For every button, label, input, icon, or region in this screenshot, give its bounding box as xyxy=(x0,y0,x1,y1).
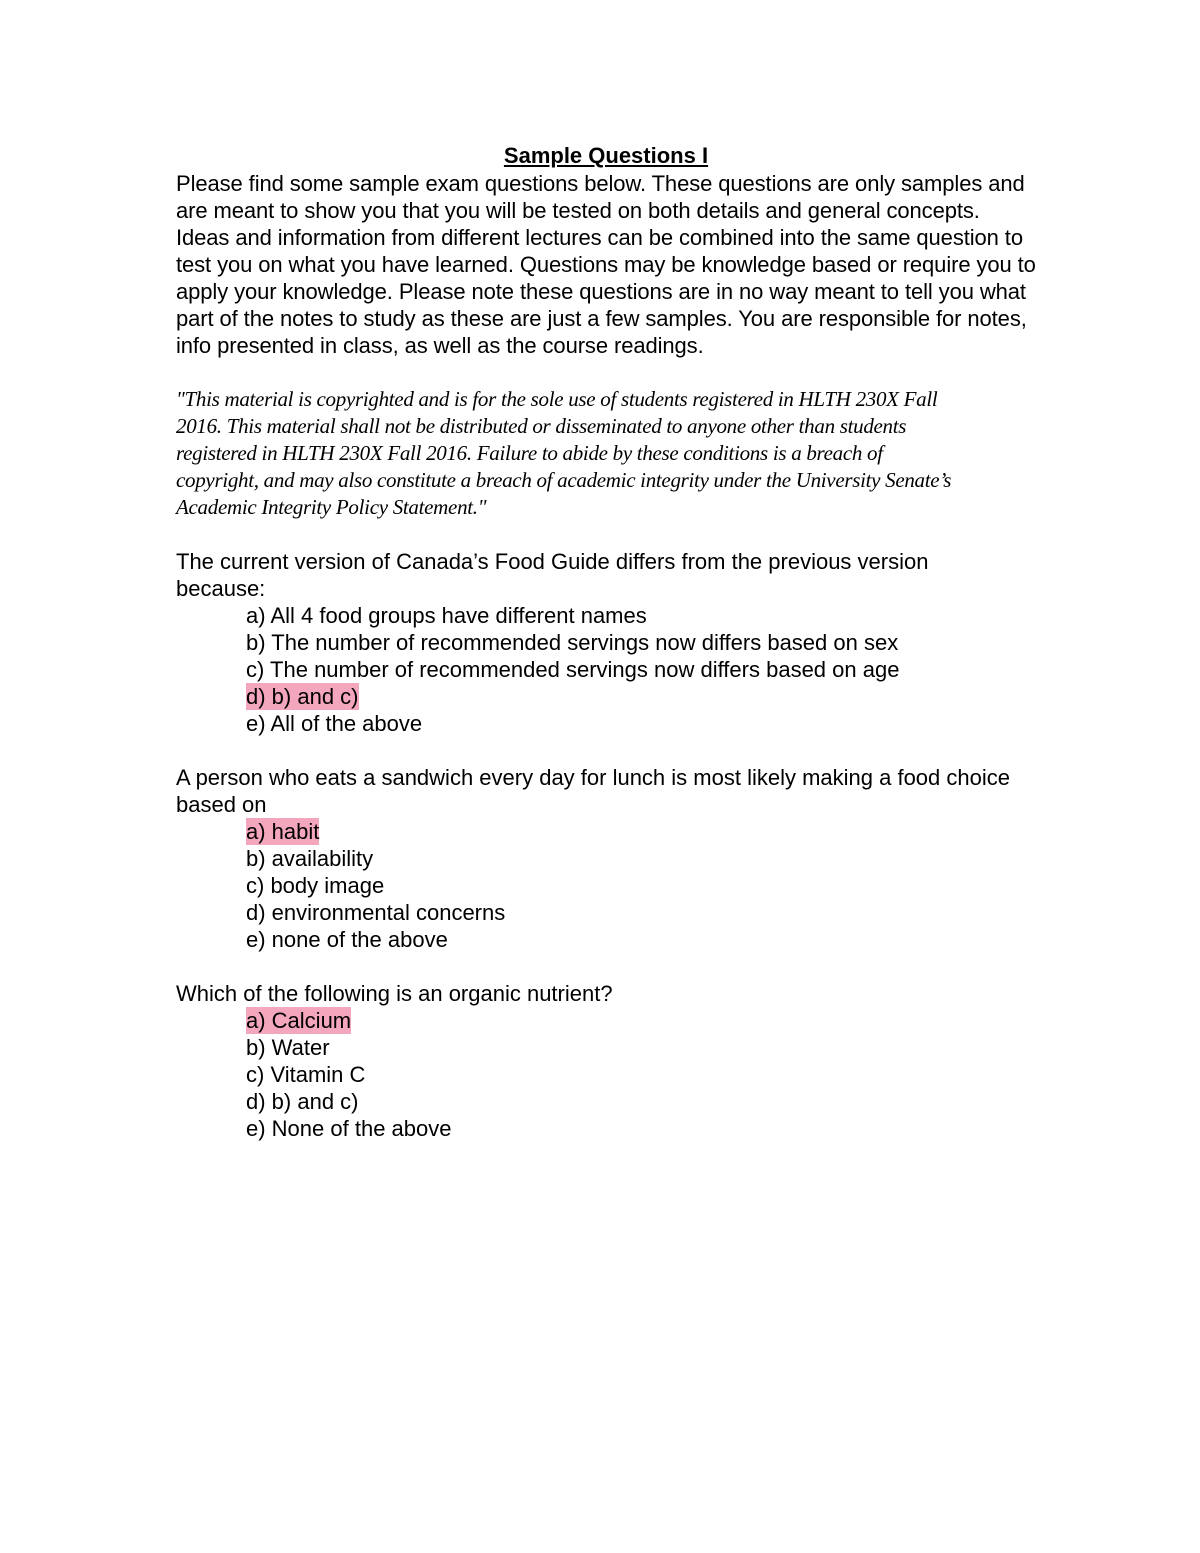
highlighted-answer: a) Calcium xyxy=(246,1008,352,1033)
question-text: Which of the following is an organic nutrient? xyxy=(176,981,613,1006)
option-item xyxy=(246,818,1036,845)
question-2 xyxy=(176,764,1036,953)
option-list xyxy=(176,1007,1036,1142)
highlighted-answer: d) b) and c) xyxy=(246,684,359,709)
page-title: Sample Questions I xyxy=(503,143,709,168)
intro-paragraph: Please find some sample exam questions below. These questions are only samples and are meant to show you that you will be tested on both details and general concepts. Ideas and information from different lectures can be combined into the same question to test you on what you have learned. Questions may be knowledge based or require you to apply your knowledge. Please note these questions are in no way meant to tell you what part of the notes to study as these are just a few samples. You are responsible for notes, info presented in class, as well as the course readings. xyxy=(176,171,1036,358)
option-label: b) Water xyxy=(246,1035,330,1060)
question-text: The current version of Canada’s Food Guide differs from the previous version because: xyxy=(176,549,929,601)
option-item xyxy=(246,845,1036,872)
option-list xyxy=(176,602,1036,737)
option-label: d) b) and c) xyxy=(246,1089,359,1114)
option-item xyxy=(246,1115,1036,1142)
option-label: b) The number of recommended servings now differs based on sex xyxy=(246,630,899,655)
option-label: e) none of the above xyxy=(246,927,448,952)
option-label: d) environmental concerns xyxy=(246,900,506,925)
option-item xyxy=(246,872,1036,899)
option-item xyxy=(246,1034,1036,1061)
document-page xyxy=(176,141,1036,1142)
option-item xyxy=(246,1007,1036,1034)
option-item xyxy=(246,602,1036,629)
option-item xyxy=(246,1088,1036,1115)
option-label: e) All of the above xyxy=(246,711,423,736)
option-item xyxy=(246,710,1036,737)
question-text: A person who eats a sandwich every day for lunch is most likely making a food choice based on xyxy=(176,765,1010,817)
option-label: b) availability xyxy=(246,846,374,871)
option-item xyxy=(246,656,1036,683)
option-item xyxy=(246,683,1036,710)
option-item xyxy=(246,629,1036,656)
option-item xyxy=(246,899,1036,926)
option-label: e) None of the above xyxy=(246,1116,452,1141)
option-label: a) All 4 food groups have different names xyxy=(246,603,647,628)
highlighted-answer: a) habit xyxy=(246,819,320,844)
option-label: c) Vitamin C xyxy=(246,1062,366,1087)
copyright-notice: "This material is copyrighted and is for the sole use of students registered in HLTH 230X Fall 2016. This material shall not be distributed or disseminated to anyone other than students registered in HLTH 230X Fall 2016. Failure to abide by these conditions is a breach of copyright, and may also constitute a breach of academic integrity under the University Senate’s Academic Integrity Policy Statement." xyxy=(176,387,952,519)
question-1 xyxy=(176,548,1036,737)
option-list xyxy=(176,818,1036,953)
option-label: c) body image xyxy=(246,873,385,898)
option-item xyxy=(246,926,1036,953)
option-label: c) The number of recommended servings now differs based on age xyxy=(246,657,900,682)
option-item xyxy=(246,1061,1036,1088)
question-3 xyxy=(176,980,1036,1142)
